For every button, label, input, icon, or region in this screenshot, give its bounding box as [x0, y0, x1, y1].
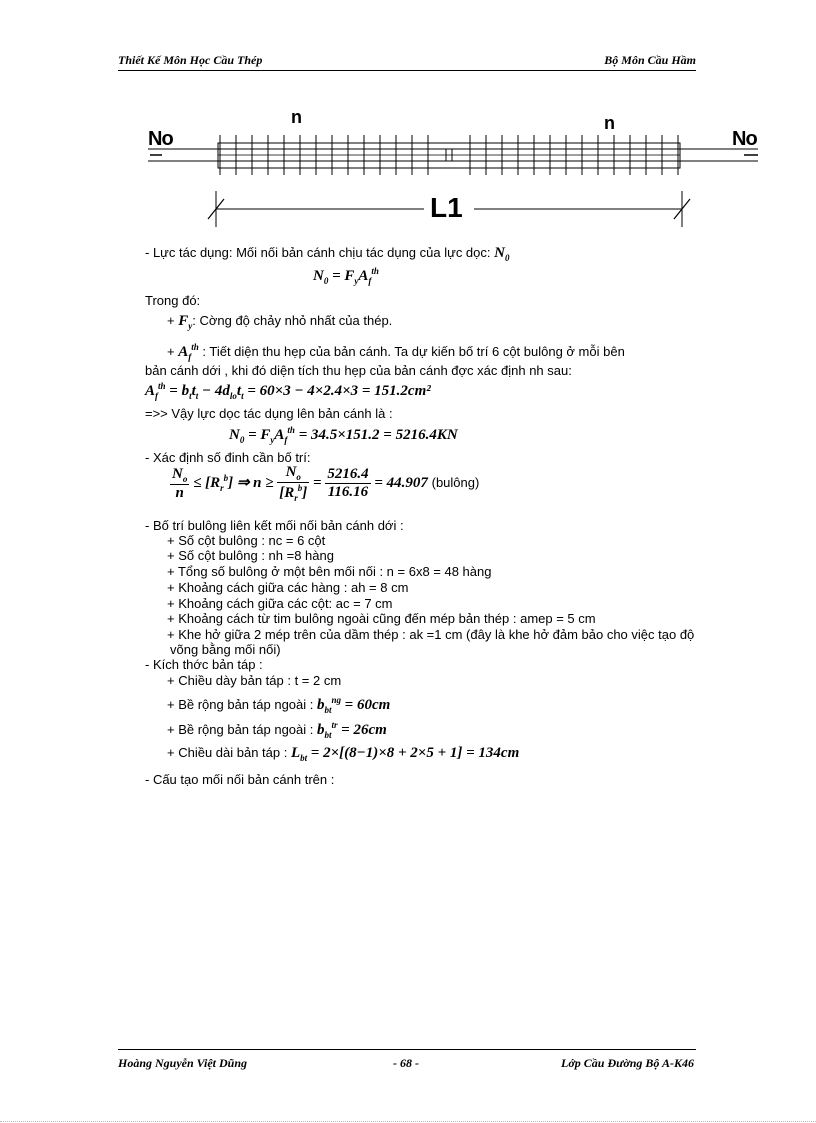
- section-label-right: n: [604, 113, 615, 133]
- force-label-left: No: [148, 128, 173, 150]
- length-line: + Chiều dài bản táp : $L_{bt} = 2\times[(8-1)\times 8 + 2\times 5 + 1] = 134cm$: [167, 745, 520, 763]
- page-bottom-border: [0, 1121, 816, 1122]
- n0-symbol: $N_0$: [494, 245, 510, 263]
- arrangement-title: - Bố trí bulông liên kết mối nối bản cánh dới :: [145, 518, 404, 533]
- header-rule: [118, 70, 696, 71]
- where-label: Trong đó:: [145, 293, 201, 308]
- list-item: + Khoảng cách giữa các hàng : ah = 8 cm: [167, 580, 409, 595]
- thickness-line: + Chiều dày bản táp : t = 2 cm: [167, 673, 342, 688]
- conclusion-line: =>> Vậy lực dọc tác dụng lên bản cánh là :: [145, 406, 393, 421]
- fy-line: + $F_y$: Cờng độ chảy nhỏ nhất của thép.: [167, 313, 393, 331]
- force-label-right: No: [732, 128, 757, 150]
- af-line-2: bản cánh dới , khi đó diện tích thu hẹp của bản cánh đợc xác định nh sau:: [145, 363, 572, 378]
- header-left: Thiết Kế Môn Học Cầu Thép: [118, 53, 263, 67]
- list-item: + Khoảng cách giữa các cột: ac = 7 cm: [167, 596, 393, 611]
- top-flange-title: - Cấu tạo mối nối bản cánh trên :: [145, 772, 335, 787]
- list-item: + Số cột bulông : nc = 6 cột: [167, 533, 326, 548]
- dimension-label: L1: [430, 192, 463, 223]
- size-title: - Kích thớc bản táp :: [145, 657, 263, 672]
- af-line: + $A_f^{th}$ : Tiết diện thu hẹp của bản cánh. Ta dự kiến bố trí 6 cột bulông ở mỗi bên: [167, 342, 625, 362]
- n0-formula: $N_0 = F_yA_f^{th} = 34.5\times 151.2 = 5216.4KN$: [229, 425, 458, 445]
- footer-left: Hoàng Nguyễn Việt Dũng: [118, 1056, 248, 1070]
- list-item: + Khe hở giữa 2 mép trên của dầm thép : ak =1 cm (đây là khe hở đảm bảo cho việc tạo độ: [167, 627, 695, 642]
- list-item: võng bằng mối nối): [170, 642, 281, 657]
- af-formula: $A_f^{th} = b_tt_t - 4d_{lo}t_t = 60\times 3 - 4\times 2.4\times 3 = 151.2cm^2$: [145, 381, 431, 401]
- list-item: + Số cột bulông : nh =8 hàng: [167, 548, 334, 563]
- width-line-1: + Bề rộng bản táp ngoài : $b_{bt}^{ng} = 60cm$: [167, 695, 391, 715]
- bolt-count-formula: $\frac{N_o}{n}$ ≤ $[R_r^b]$ ⇒ n ≥ $\frac{N_o}{[R_r^b]}$ = $\frac{5216.4}{116.16}$ = 44.907 (bulông): [172, 464, 480, 503]
- section-label-left: n: [291, 107, 302, 127]
- width-line-2: + Bề rộng bản táp ngoài : $b_{bt}^{tr} = 26cm$: [167, 720, 387, 740]
- n0-definition: $N_0 = F_yA_f^{th}$: [313, 266, 379, 286]
- header-right: Bộ Môn Cầu Hầm: [604, 53, 696, 67]
- footer-right: Lớp Cầu Đường Bộ A-K46: [561, 1056, 694, 1070]
- count-title: - Xác định số đinh cần bố trí:: [145, 450, 311, 465]
- page-number: - 68 -: [393, 1056, 419, 1070]
- list-item: + Tổng số bulông ở một bên mối nối : n = 6x8 = 48 hàng: [167, 564, 492, 579]
- footer-rule: [118, 1049, 696, 1050]
- list-item: + Khoảng cách từ tim bulông ngoài cũng đến mép bản thép : amep = 5 cm: [167, 611, 596, 626]
- force-intro: - Lực tác dụng: Mối nối bản cánh chịu tác dụng của lực dọc: $N_0$: [145, 245, 510, 263]
